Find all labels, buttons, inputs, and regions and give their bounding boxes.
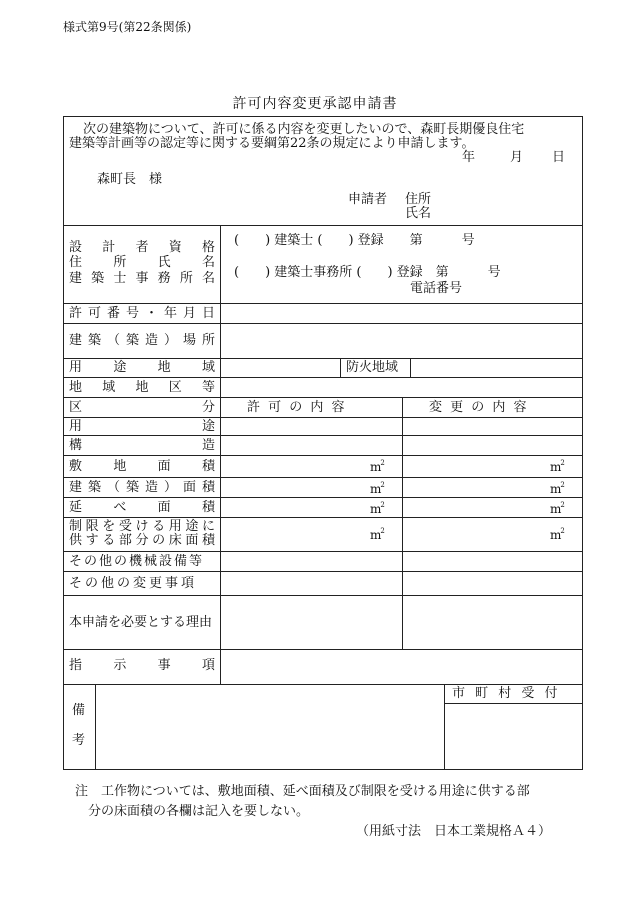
rule-below-instructions <box>64 684 582 685</box>
rule-below-receipt-header <box>444 703 582 704</box>
municipal-receipt-header: 市 町 村 受 付 <box>452 686 561 701</box>
date-day: 日 <box>552 150 566 165</box>
total-floor-area-label: 延べ面積 <box>69 500 215 515</box>
unit-total-floor-permitted: $m^2$ <box>370 501 385 516</box>
date-month: 月 <box>510 150 524 165</box>
rule-below-category <box>64 417 582 418</box>
designer-address-name-label: 住所氏名 <box>69 255 215 270</box>
site-area-label: 敷地面積 <box>69 459 215 474</box>
use-label: 用途 <box>69 419 215 434</box>
address-label: 住所 <box>405 192 432 207</box>
fire-zone-left-divider <box>340 358 341 377</box>
location-label: 建築（築造）場所 <box>69 333 215 348</box>
rule-below-designer <box>64 303 582 304</box>
unit-restricted-permitted: $m^2$ <box>370 527 385 542</box>
rule-below-reason <box>64 649 582 650</box>
fire-zone-right-divider <box>410 358 411 377</box>
content-column-divider <box>402 397 403 649</box>
rule-below-use-zone <box>64 377 582 378</box>
name-label: 氏名 <box>405 206 432 221</box>
footnote-line-1: 注 工作物については、敷地面積、延べ面積及び制限を受ける用途に供する部 <box>75 784 530 799</box>
rule-below-site-area <box>64 477 582 478</box>
remarks-label-2: 考 <box>72 733 86 748</box>
restricted-floor-label-2: 供する部分の床面積 <box>69 533 215 548</box>
applicant-label: 申請者 <box>348 192 388 207</box>
form-title: 許可内容変更承認申請書 <box>232 96 398 112</box>
paper-size-note: （用紙寸法 日本工業規格Ａ４） <box>356 824 552 839</box>
receipt-divider <box>444 684 445 770</box>
rule-below-structure <box>64 455 582 456</box>
unit-building-area-changed: $m^2$ <box>550 481 565 496</box>
district-label: 地域地区等 <box>69 380 215 395</box>
label-column-divider <box>220 225 221 684</box>
rule-below-restricted <box>64 551 582 552</box>
remarks-label-1: 備 <box>72 703 86 718</box>
rule-below-total-floor <box>64 517 582 518</box>
rule-below-equipment <box>64 571 582 572</box>
permitted-content-header: 許 可 の 内 容 <box>247 400 347 415</box>
unit-building-area-permitted: $m^2$ <box>370 481 385 496</box>
use-zone-label: 用途地域 <box>69 360 215 375</box>
phone-label: 電話番号 <box>410 281 463 296</box>
permit-number-label: 許可番号・年月日 <box>69 306 215 321</box>
fire-zone-label: 防火地域 <box>346 360 399 375</box>
reason-label: 本申請を必要とする理由 <box>69 615 213 630</box>
unit-site-area-permitted: $m^2$ <box>370 459 385 474</box>
designer-qualification-label: 設計者資格 <box>69 240 215 255</box>
restricted-floor-label-1: 制限を受ける用途に <box>69 519 215 534</box>
rule-below-use <box>64 435 582 436</box>
office-registration-line: ( ) 建築士事務所 ( ) 登録 第 号 <box>234 265 501 280</box>
structure-label: 構造 <box>69 438 215 453</box>
intro-line-1: 次の建築物について、許可に係る内容を変更したいので、森町長期優良住宅 <box>83 122 525 137</box>
building-area-label: 建築（築造）面積 <box>69 480 215 495</box>
architect-registration-line: ( ) 建築士 ( ) 登録 第 号 <box>234 233 475 248</box>
category-label: 区分 <box>69 400 215 415</box>
date-year: 年 <box>462 150 476 165</box>
unit-site-area-changed: $m^2$ <box>550 459 565 474</box>
footnote-line-2: 分の床面積の各欄は記入を要しない。 <box>88 804 310 819</box>
architect-office-label: 建築士事務所名 <box>69 271 215 286</box>
unit-restricted-changed: $m^2$ <box>550 527 565 542</box>
rule-below-location <box>64 358 582 359</box>
rule-below-permit-no <box>64 323 582 324</box>
instructions-label: 指示事項 <box>69 658 215 673</box>
unit-total-floor-changed: $m^2$ <box>550 501 565 516</box>
other-changes-label: その他の変更事項 <box>69 576 198 591</box>
rule-below-other-changes <box>64 595 582 596</box>
rule-below-building-area <box>64 497 582 498</box>
rule-below-district <box>64 397 582 398</box>
changed-content-header: 変 更 の 内 容 <box>429 400 529 415</box>
rule-below-intro <box>64 225 582 226</box>
remarks-label-divider <box>95 684 96 770</box>
form-number: 様式第9号(第22条関係) <box>63 20 192 34</box>
equipment-label: その他の機械設備等 <box>69 554 205 569</box>
application-form-table <box>63 116 583 770</box>
intro-line-2: 建築等計画等の認定等に関する要綱第22条の規定により申請します。 <box>69 136 475 151</box>
addressee: 森町長 様 <box>97 172 163 187</box>
